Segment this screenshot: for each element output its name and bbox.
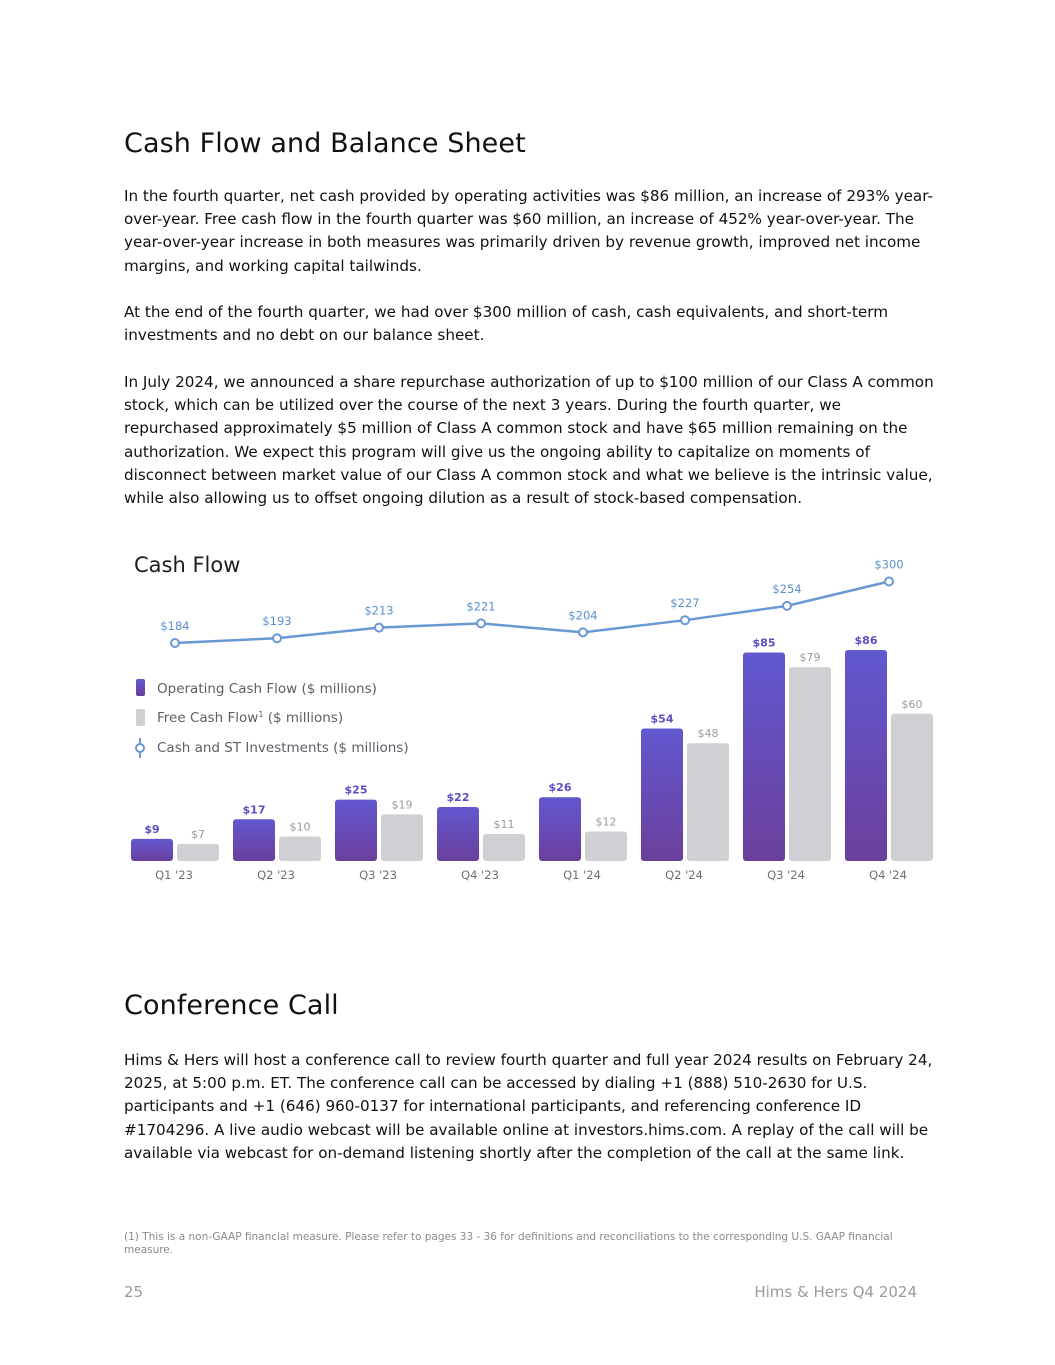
x-tick-label-0: Q1 '23 — [155, 868, 193, 882]
bar-free-cash-flow-5 — [687, 743, 729, 861]
bar-label-free-cash-flow-7: $60 — [901, 697, 923, 711]
bar-label-operating-7: $86 — [854, 634, 878, 647]
bar-label-operating-0: $9 — [144, 822, 160, 836]
x-tick-label-5: Q2 '24 — [665, 868, 703, 882]
cash-label-4: $204 — [568, 608, 598, 623]
bar-free-cash-flow-2 — [381, 814, 423, 861]
bar-free-cash-flow-4 — [585, 832, 627, 861]
cash-label-1: $193 — [262, 614, 292, 629]
bar-label-free-cash-flow-6: $79 — [799, 651, 821, 665]
footnote: (1) This is a non-GAAP financial measure. Please refer to pages 33 - 36 for definitions and reconciliations to the corresponding U.S. GAAP financial measure. — [124, 1231, 893, 1256]
legend-label-operating: Operating Cash Flow ($ millions) — [157, 681, 377, 697]
bar-free-cash-flow-7 — [891, 714, 933, 861]
paragraph-conference-call: Hims & Hers will host a conference call to review fourth quarter and full year 2024 results on February 24, 2025, at 5:00 p.m. ET. The conference call can be accessed by dialing +1 (888) 510-2630 for U.S. participants and +1 (646) 960-0137 for international participants, and referencing conference ID #1704296. A live audio webcast will be available online at investors.hims.com. A replay of the call will be available via webcast for on-demand listening shortly after the completion of the call at the same link. — [124, 1051, 933, 1162]
cash-point-2 — [375, 624, 383, 632]
bar-label-free-cash-flow-3: $11 — [493, 818, 515, 832]
bar-label-free-cash-flow-0: $7 — [191, 827, 205, 841]
x-tick-label-1: Q2 '23 — [257, 868, 295, 882]
cash-point-5 — [681, 616, 689, 624]
bar-label-free-cash-flow-2: $19 — [391, 798, 413, 812]
bar-label-operating-4: $26 — [548, 781, 572, 795]
doc-title: Hims & Hers Q4 2024 — [754, 1283, 917, 1301]
cash-point-1 — [273, 634, 281, 642]
legend-fcf-sup: 1 — [258, 710, 264, 719]
bar-operating-5 — [641, 729, 683, 861]
legend-label-free-cash-flow — [157, 710, 343, 726]
bar-label-operating-1: $17 — [242, 803, 266, 817]
legend-swatch-free-cash-flow — [136, 709, 145, 726]
x-tick-label-4: Q1 '24 — [563, 868, 601, 882]
x-tick-label-2: Q3 '23 — [359, 868, 397, 882]
bar-label-free-cash-flow-5: $48 — [697, 727, 719, 741]
legend-fcf-suffix: ($ millions) — [263, 710, 344, 726]
cash-label-6: $254 — [772, 581, 802, 596]
page-number: 25 — [124, 1283, 144, 1301]
section-heading-conference-call: Conference Call — [124, 990, 339, 1021]
legend-label-cash: Cash and ST Investments ($ millions) — [157, 740, 409, 756]
cash-point-3 — [477, 619, 485, 627]
legend-swatch-operating — [136, 679, 145, 696]
paragraph-share-repurchase: In July 2024, we announced a share repurchase authorization of up to $100 million of our Class A common stock, which can be utilized over the course of the next 3 years. During the fourth quarter, we repurchased approximately $5 million of Class A common stock and have $65 million remaining on the authorization. We expect this program will give us the ongoing ability to capitalize on moments of disconnect between market value of our Class A common stock and what we believe is the intrinsic value, while also allowing us to offset ongoing dilution as a result of stock-based compensation. — [124, 373, 934, 508]
legend-fcf-name: Free Cash Flow — [157, 710, 259, 726]
chart-title: Cash Flow — [134, 553, 241, 577]
bar-operating-0 — [131, 839, 173, 861]
cash-point-0 — [171, 639, 179, 647]
bar-operating-4 — [539, 797, 581, 861]
bar-label-free-cash-flow-1: $10 — [289, 820, 311, 834]
paragraph-operating-cash: In the fourth quarter, net cash provided by operating activities was $86 million, an increase of 293% year-over-year. Free cash flow in the fourth quarter was $60 million, an increase of 452% year-over-year. The year-over-year increase in both measures was primarily driven by revenue growth, improved net income margins, and working capital tailwinds. — [124, 187, 933, 275]
bar-label-operating-6: $85 — [752, 636, 776, 650]
bar-operating-7 — [845, 650, 887, 861]
bar-label-operating-5: $54 — [650, 712, 674, 726]
cash-label-3: $221 — [466, 599, 496, 614]
bar-free-cash-flow-1 — [279, 836, 321, 861]
x-tick-label-7: Q4 '24 — [869, 868, 907, 882]
cash-label-5: $227 — [670, 596, 700, 611]
x-tick-label-3: Q4 '23 — [461, 868, 499, 882]
bar-operating-3 — [437, 807, 479, 861]
chart-legend — [136, 679, 409, 758]
paragraph-balance-sheet: At the end of the fourth quarter, we had over $300 million of cash, cash equivalents, and short-term investments and no debt on our balance sheet. — [124, 303, 888, 345]
section-heading-cash-flow: Cash Flow and Balance Sheet — [124, 128, 526, 159]
cash-label-7: $300 — [874, 557, 904, 572]
cash-label-0: $184 — [160, 619, 190, 633]
bar-label-free-cash-flow-4: $12 — [595, 815, 617, 829]
legend-marker-cash — [136, 744, 144, 752]
x-tick-label-6: Q3 '24 — [767, 868, 805, 882]
bar-operating-2 — [335, 800, 377, 861]
bar-label-operating-3: $22 — [446, 791, 470, 805]
bar-label-operating-2: $25 — [344, 783, 368, 797]
x-axis-labels — [155, 868, 907, 882]
bar-free-cash-flow-3 — [483, 834, 525, 861]
bar-free-cash-flow-6 — [789, 667, 831, 861]
bar-operating-1 — [233, 819, 275, 861]
bar-free-cash-flow-0 — [177, 844, 219, 861]
bar-operating-6 — [743, 652, 785, 861]
line-group — [160, 557, 904, 650]
cash-label-2: $213 — [364, 603, 394, 618]
cash-point-4 — [579, 628, 587, 636]
cash-flow-chart — [124, 545, 936, 890]
cash-point-6 — [783, 602, 791, 610]
cash-point-7 — [885, 577, 893, 585]
